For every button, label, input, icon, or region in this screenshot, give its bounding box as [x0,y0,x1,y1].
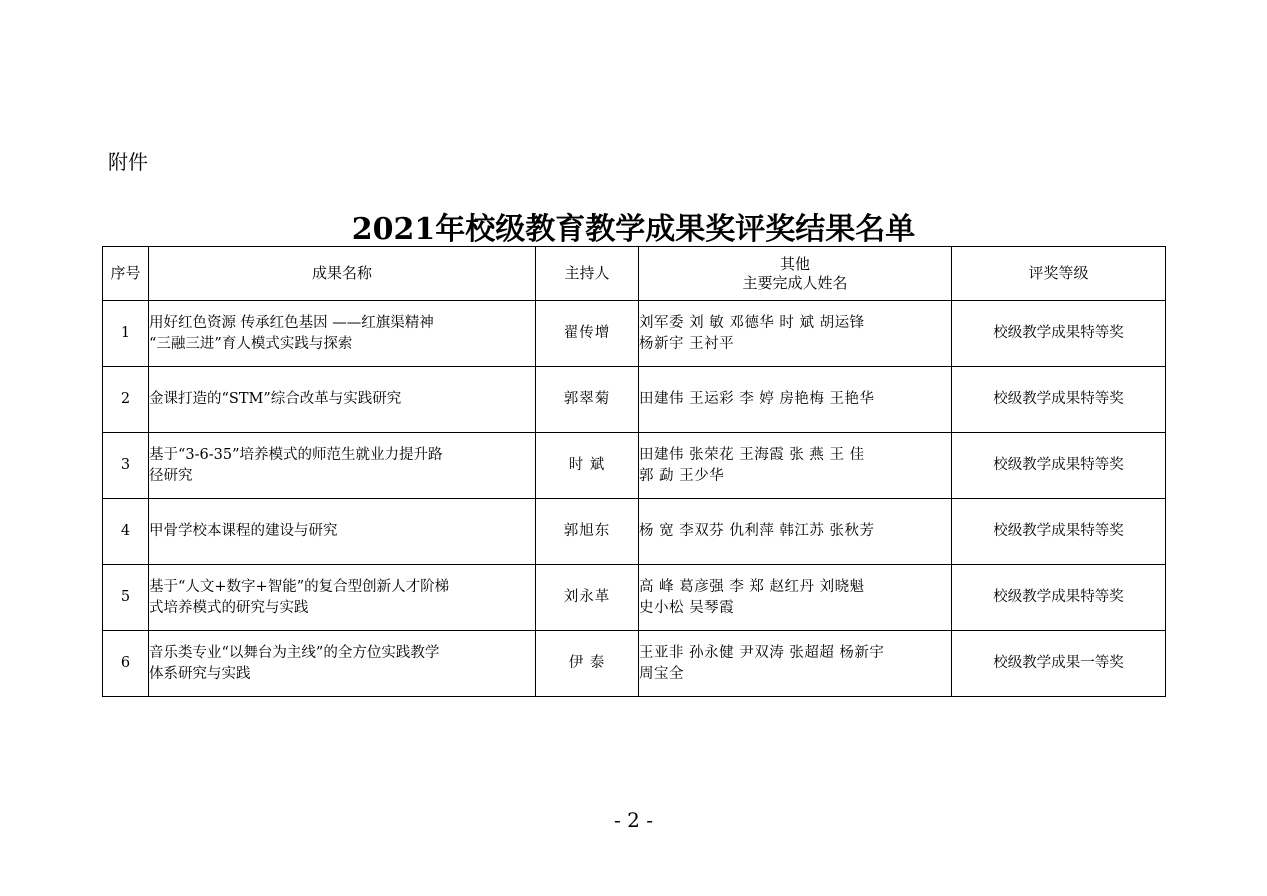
table-row [103,499,1166,565]
header-no: 序号 [103,247,149,301]
cell-other [639,433,952,499]
header-name: 成果名称 [149,247,536,301]
cell-other [639,301,952,367]
cell-name-line2: 径研究 [149,467,193,484]
cell-name-line1: 金课打造的“STM”综合改革与实践研究 [149,391,402,407]
header-other-line2: 主要完成人姓名 [742,273,848,292]
cell-other [639,367,952,433]
cell-name [149,367,536,433]
cell-name-line1: 音乐类专业“以舞台为主线”的全方位实践教学 [149,644,440,661]
page-title: 2021年校级教育教学成果奖评奖结果名单 [351,212,916,247]
header-other-line1: 其他 [779,254,810,273]
cell-name-line1: 用好红色资源 传承红色基因 ——红旗渠精神 [149,314,434,331]
cell-level: 校级教学成果特等奖 [952,433,1166,499]
cell-name-line2: 式培养模式的研究与实践 [149,599,309,616]
cell-name-line1: 基于“人文+数字+智能”的复合型创新人才阶梯 [149,578,450,595]
cell-other [639,631,952,697]
cell-level: 校级教学成果特等奖 [952,565,1166,631]
table-row [103,367,1166,433]
cell-other-line1: 王亚非 孙永健 尹双涛 张超超 杨新宇 [639,644,885,661]
cell-host: 时 斌 [536,433,639,499]
cell-name-line2: “三融三进”育人模式实践与探索 [149,335,353,352]
cell-name [149,433,536,499]
cell-name [149,301,536,367]
cell-name [149,565,536,631]
cell-name-line2: 体系研究与实践 [149,665,251,682]
cell-level: 校级教学成果特等奖 [952,301,1166,367]
cell-no: 6 [103,631,149,697]
cell-level: 校级教学成果特等奖 [952,499,1166,565]
cell-level: 校级教学成果一等奖 [952,631,1166,697]
cell-no: 1 [103,301,149,367]
cell-host: 郭翠菊 [536,367,639,433]
table-row [103,565,1166,631]
cell-other-line2: 杨新宇 王衬平 [639,335,735,352]
table-row [103,433,1166,499]
cell-no: 2 [103,367,149,433]
cell-no: 5 [103,565,149,631]
cell-name-line1: 甲骨学校本课程的建设与研究 [149,523,338,539]
cell-name [149,631,536,697]
table-row [103,631,1166,697]
page-number: - 2 - [614,808,653,832]
cell-no: 3 [103,433,149,499]
cell-other [639,499,952,565]
cell-other-line1: 高 峰 葛彦强 李 郑 赵红丹 刘晓魁 [639,578,865,595]
cell-other-line2: 郭 勐 王少华 [639,467,725,484]
table-header [103,247,1166,301]
cell-no: 4 [103,499,149,565]
table-body [103,301,1166,697]
table-row [103,301,1166,367]
header-level: 评奖等级 [952,247,1166,301]
cell-other-line1: 刘军委 刘 敏 邓德华 时 斌 胡运锋 [639,314,865,331]
cell-other-line1: 杨 宽 李双芬 仇利萍 韩江苏 张秋芳 [639,523,875,539]
cell-other-line1: 田建伟 张荣花 王海霞 张 燕 王 佳 [639,446,865,463]
cell-name-line1: 基于“3-6-35”培养模式的师范生就业力提升路 [149,446,443,463]
cell-level: 校级教学成果特等奖 [952,367,1166,433]
cell-host: 刘永革 [536,565,639,631]
cell-host: 翟传增 [536,301,639,367]
cell-name [149,499,536,565]
header-other [639,247,952,301]
cell-other-line2: 周宝全 [639,665,684,682]
cell-other-line2: 史小松 吴琴霞 [639,599,735,616]
header-row [103,247,1166,301]
cell-host: 伊 泰 [536,631,639,697]
cell-host: 郭旭东 [536,499,639,565]
header-host: 主持人 [536,247,639,301]
attachment-label: 附件 [108,150,148,174]
cell-other-line1: 田建伟 王运彩 李 婷 房艳梅 王艳华 [639,391,875,407]
cell-other [639,565,952,631]
awards-table [102,246,1166,697]
